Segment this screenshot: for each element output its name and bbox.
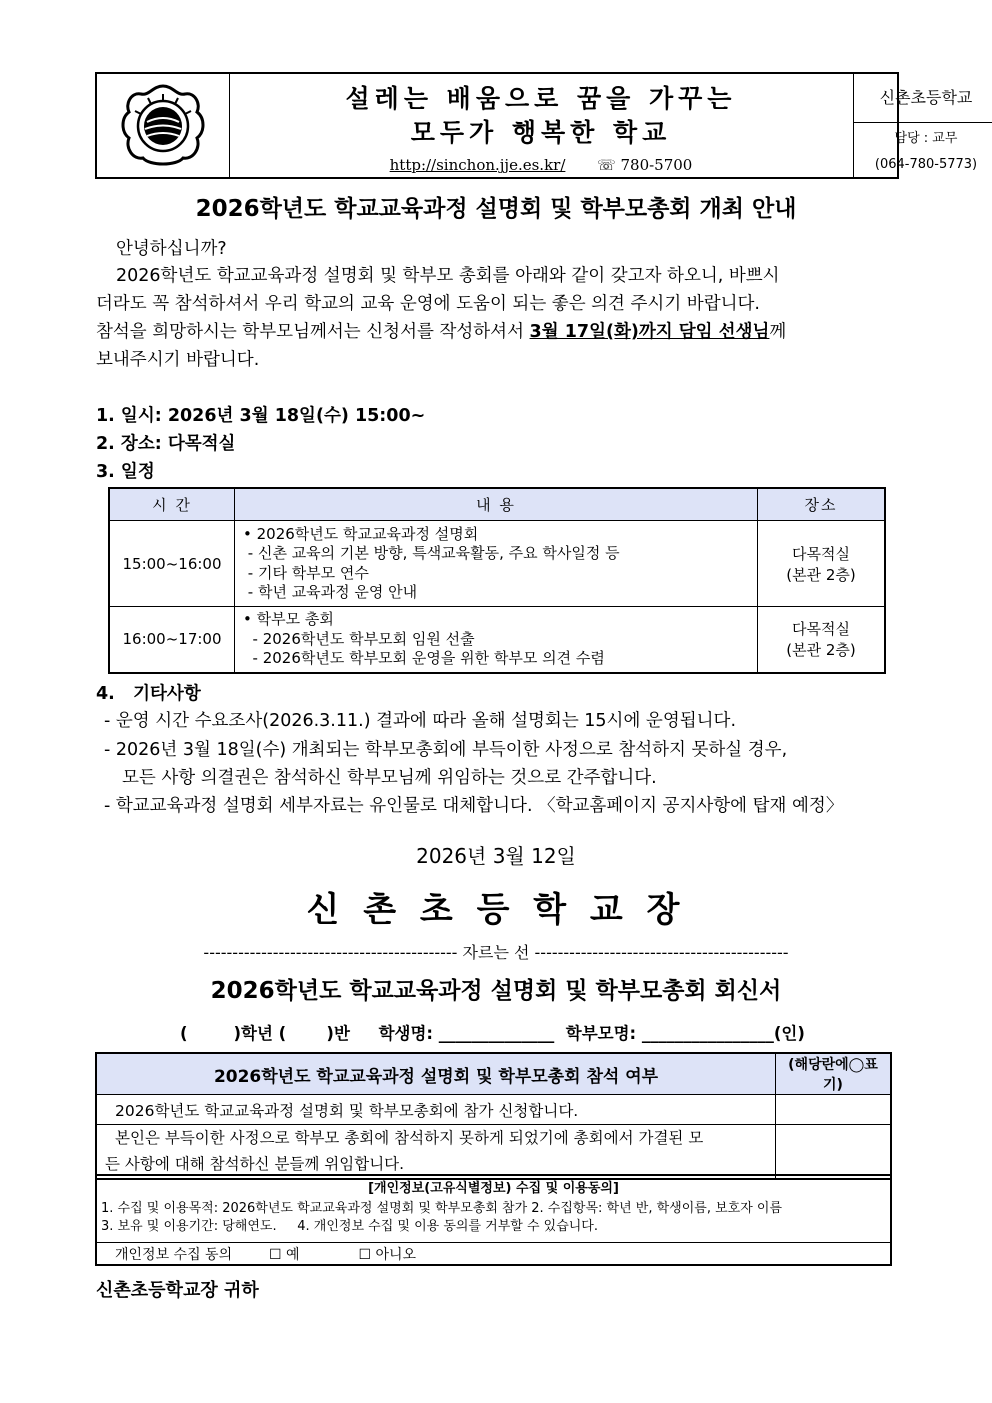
row-time: 15:00~16:00 — [109, 521, 235, 607]
schedule-header-row — [109, 488, 885, 521]
attendance-header: 2026학년도 학교교육과정 설명회 및 학부모총회 참석 여부 — [96, 1053, 776, 1095]
row-time: 16:00~17:00 — [109, 607, 235, 673]
attendance-table — [95, 1052, 892, 1180]
option-attend: 2026학년도 학교교육과정 설명회 및 학부모총회에 참가 신청합니다. — [96, 1095, 776, 1125]
attendance-header-row — [96, 1053, 891, 1095]
intro-line-2: 더라도 꼭 참석하셔서 우리 학교의 교육 운영에 도움이 되는 좋은 의견 주시기 바랍니다. — [96, 294, 760, 314]
staff-in-charge: 담당 : 교무 — [894, 131, 958, 146]
consent-no-checkbox[interactable]: ☐ 아니오 — [358, 1247, 417, 1263]
greeting: 안녕하십니까? — [116, 239, 227, 259]
table-row — [109, 607, 885, 673]
row-content-line: - 기타 학부모 연수 — [243, 563, 369, 582]
school-name: 신촌초등학교 — [854, 74, 992, 123]
deadline-emphasis: 3월 17일(화)까지 담임 선생님 — [529, 322, 770, 342]
event-place: 2. 장소: 다목적실 — [96, 434, 236, 454]
slogan-line-1: 설레는 배움으로 꿈을 가꾸는 — [345, 84, 737, 113]
header-place: 장소 — [758, 488, 886, 521]
privacy-consent-box — [95, 1174, 892, 1266]
option-attend-mark-cell[interactable] — [776, 1095, 892, 1125]
privacy-consent-row — [97, 1242, 890, 1266]
other-line-1: - 운영 시간 수요조사(2026.3.11.) 결과에 따라 올해 설명회는 15시에 운영됩니다. — [104, 711, 737, 731]
privacy-title: [개인정보(고유식별정보) 수집 및 이용동의] — [368, 1181, 619, 1196]
schedule-heading: 3. 일정 — [96, 462, 155, 482]
row-content-line: • 학부모 총회 — [243, 610, 334, 628]
header-content: 내 용 — [235, 488, 758, 521]
table-row — [96, 1095, 891, 1125]
principal-signature: 신 촌 초 등 학 교 장 — [306, 890, 686, 930]
staff-phone: (064-780-5773) — [874, 157, 978, 172]
mark-instruction: (해당란에◯표기) — [776, 1053, 892, 1095]
schedule-table — [108, 487, 886, 674]
table-row — [96, 1125, 891, 1179]
intro-line-1: 2026학년도 학교교육과정 설명회 및 학부모 총회를 아래와 같이 갖고자 하오니, 바쁘시 — [116, 266, 780, 286]
privacy-line-2: 3. 보유 및 이용기간: 당해연도. 4. 개인정보 수집 및 이용 동의를 거부할 수 있습니다. — [101, 1219, 598, 1234]
privacy-line-1: 1. 수집 및 이용목적: 2026학년도 학교교육과정 설명회 및 학부모총회 참가 2. 수집항목: 학년 반, 학생이름, 보호자 이름 — [101, 1201, 783, 1216]
row-content-line: - 2026학년도 학부모회 운영을 위한 학부모 의견 수렴 — [243, 649, 605, 667]
row-place: 다목적실 — [792, 620, 850, 639]
school-emblem-icon — [97, 74, 229, 177]
consent-yes-checkbox[interactable]: ☐ 예 — [269, 1247, 300, 1263]
other-line-2: - 2026년 3월 18일(수) 개최되는 학부모총회에 부득이한 사정으로 참석하지 못하실 경우, — [104, 740, 788, 760]
other-line-3: 모든 사항 의결권은 참석하신 학부모님께 위임하는 것으로 간주합니다. — [122, 768, 657, 788]
letterhead — [95, 72, 978, 179]
consent-label: 개인정보 수집 동의 — [115, 1247, 233, 1263]
other-line-4: - 학교교육과정 설명회 세부자료는 유인물로 대체합니다. 〈학교홈페이지 공지사항에 탑재 예정〉 — [104, 796, 844, 816]
row-content-line: - 학년 교육과정 운영 안내 — [243, 583, 418, 601]
other-heading: 4. 기타사항 — [96, 684, 201, 704]
reply-title: 2026학년도 학교교육과정 설명회 및 학부모총회 회신서 — [210, 978, 782, 1004]
intro-line-3: 참석을 희망하시는 학부모님께서는 신청서를 작성하셔서 3월 17일(화)까지 담임 선생님께 — [96, 322, 787, 342]
row-place: 다목적실 — [792, 544, 850, 563]
row-content-line: • 2026학년도 학교교육과정 설명회 — [243, 524, 479, 543]
event-date: 1. 일시: 2026년 3월 18일(수) 15:00~ — [96, 406, 426, 426]
issue-date: 2026년 3월 12일 — [416, 844, 576, 868]
school-homepage-link[interactable]: http://sinchon.jje.es.kr/ — [389, 156, 566, 174]
school-emblem — [97, 74, 230, 177]
table-row — [109, 521, 885, 607]
intro-line-4: 보내주시기 바랍니다. — [96, 350, 260, 370]
page-title: 2026학년도 학교교육과정 설명회 및 학부모총회 개최 안내 — [195, 196, 797, 222]
option-delegate-line-2: 든 사항에 대해 참석하신 분들께 위임합니다. — [105, 1155, 405, 1174]
row-content-line: - 신촌 교육의 기본 방향, 특색교육활동, 주요 학사일정 등 — [243, 544, 620, 562]
slogan-line-2: 모두가 행복한 학교 — [410, 118, 672, 147]
row-place-detail: (본관 2층) — [786, 565, 856, 584]
row-place-detail: (본관 2층) — [786, 641, 856, 660]
school-phone: ☏ 780-5700 — [596, 156, 693, 174]
cut-line: -------------------------------------------- 자르는 선 -------------------------------------------- — [203, 943, 789, 962]
option-delegate-mark-cell[interactable] — [776, 1125, 892, 1179]
header-time: 시 간 — [109, 488, 235, 521]
student-fields[interactable]: ( )학년 ( )반 학생명: ______________ 학부모명: ________________(인) — [180, 1024, 805, 1043]
closing-addressee: 신촌초등학교장 귀하 — [96, 1280, 259, 1301]
row-content-line: - 2026학년도 학부모회 임원 선출 — [243, 629, 475, 648]
option-delegate-line-1: 본인은 부득이한 사정으로 학부모 총회에 참석하지 못하게 되었기에 총회에서 가결된 모 — [115, 1129, 704, 1148]
